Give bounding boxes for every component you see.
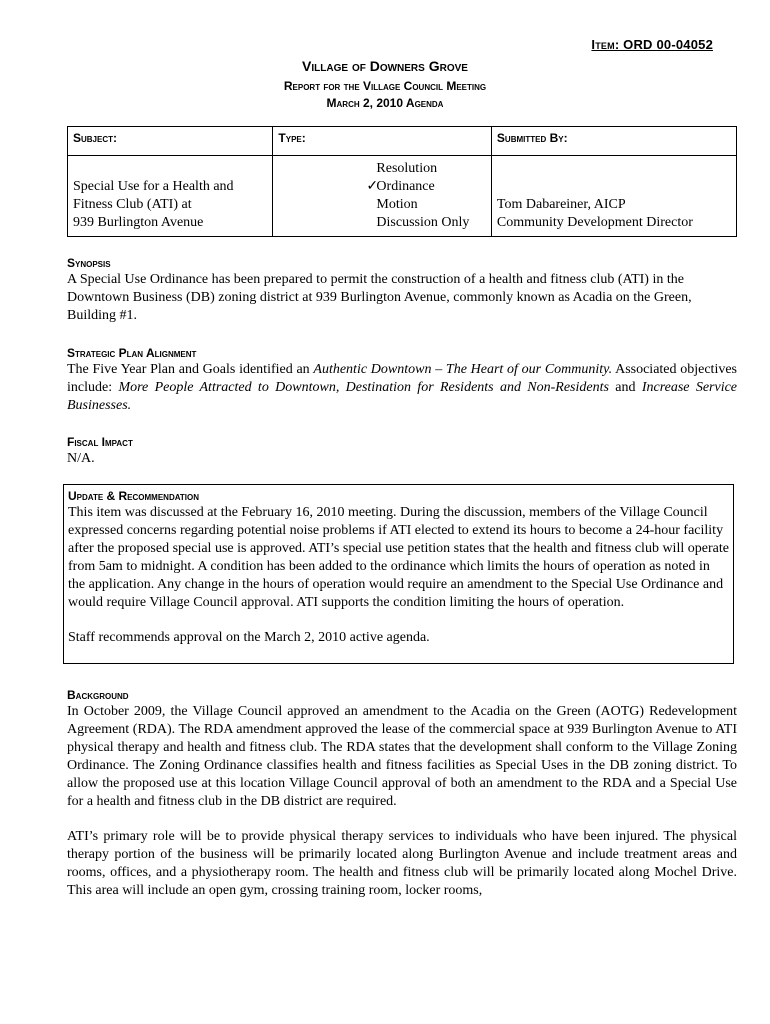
item-reference: Item: ORD 00-04052 [591,37,713,52]
background-paragraph: ATI’s primary role will be to provide physical therapy services to individuals who have been injured. The physical therapy portion of the business will be primarily located along Burlington Avenue and include treatment areas and rooms, offices, and a physiotherapy room. The health and fitness club will be primarily located along Mochel Drive. This area will include an open gym, crossing training room, locker rooms, [67,829,737,898]
recommendation-paragraph: Staff recommends approval on the March 2, 2010 active agenda. [68,630,430,645]
type-option-resolution: Resolution [376,161,438,176]
type-option-ordinance: ✓Ordinance [366,179,435,194]
strategic-plan-heading: Strategic Plan Alignment [67,346,197,360]
subject-line: Special Use for a Health and [73,179,234,194]
synopsis-heading: Synopsis [67,256,111,270]
update-heading: Update & Recommendation [68,489,200,503]
strategic-plan-section [67,345,737,415]
subject-cell [68,156,273,237]
background-section [67,687,737,900]
update-paragraph: This item was discussed at the February 16, 2010 meeting. During the discussion, members of the Village Council expressed concerns regarding potential noise problems if ATI elected to extend its hours to become a 24-hour facility after the proposed special use is approved. ATI’s special use petition states that the health and fitness club will operate from 5am to midnight. A condition has been added to the ordinance which limits the hours of operation as noted in the application. Any change in the hours of operation would require an amendment to the Special Use Ordinance and would require Village Council approval. ATI supports the condition limiting the hours of operation. [68,505,729,610]
subject-label: Subject: [68,127,273,156]
fiscal-impact-heading: Fiscal Impact [67,435,133,449]
fiscal-impact-text: N/A. [67,451,95,466]
background-heading: Background [67,688,129,702]
fiscal-impact-section [67,434,737,468]
update-recommendation-box [63,484,734,664]
type-cell [273,156,491,237]
submitted-by-label: Submitted By: [491,127,736,156]
document-subtitle: Report for the Village Council Meeting [283,79,487,93]
type-option-discussion-only: Discussion Only [376,215,470,230]
background-paragraph: In October 2009, the Village Council approved an amendment to the Acadia on the Green (AOTG) Redevelopment Agreement (RDA). The RDA amendment approved the lease of the commercial space at 939 Burlington Avenue to ATI physical therapy and health and fitness club. The RDA states that the development shall conform to the Village Zoning Ordinance. The Zoning Ordinance classifies health and fitness facilities as Special Uses in the DB zoning district. To allow the proposed use at this location Village Council approval of both an amendment to the RDA and a Special Use for a health and fitness club in the DB district are required. [67,704,737,809]
submitted-by-cell [491,156,736,237]
subject-line: 939 Burlington Avenue [73,215,204,230]
submitter-name: Tom Dabareiner, AICP [496,197,626,212]
type-option-motion: Motion [376,197,418,212]
info-table [67,126,737,237]
strategic-plan-text: The Five Year Plan and Goals identified an Authentic Downtown – The Heart of our Community. Associated objectives include: More People Attracted to Downtown, Destination for Residents and Non-Residents and Increase Service Businesses. [67,362,738,413]
synopsis-section [67,255,737,325]
type-label: Type: [273,127,491,156]
subject-line: Fitness Club (ATI) at [73,197,192,212]
submitter-title: Community Development Director [496,215,693,230]
document-title: Village of Downers Grove [302,58,468,74]
agenda-date: March 2, 2010 Agenda [326,96,444,110]
synopsis-text: A Special Use Ordinance has been prepared to permit the construction of a health and fitness club (ATI) in the Downtown Business (DB) zoning district at 939 Burlington Avenue, commonly known as Acadia on the Green, Building #1. [67,272,692,323]
